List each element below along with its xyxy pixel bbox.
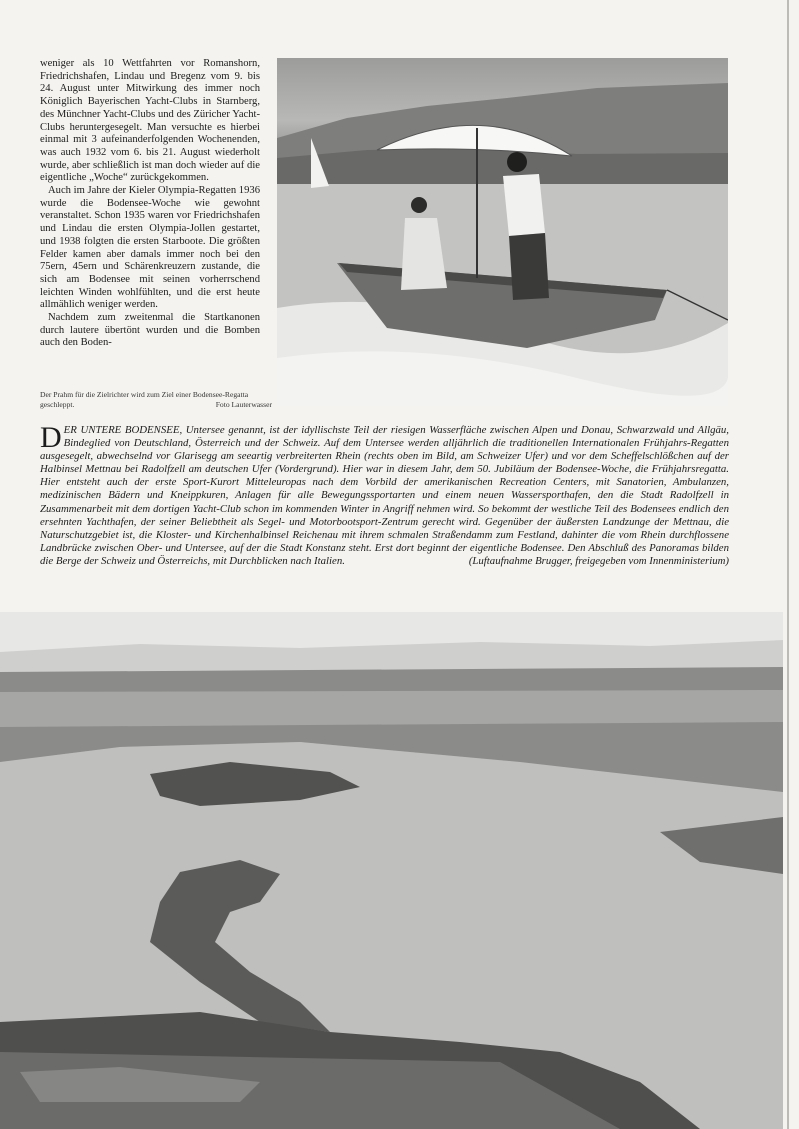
article-column <box>40 58 260 388</box>
aerial-lake-photo <box>0 612 783 1129</box>
article-paragraph: weniger als 10 Wettfahrten vor Romanshorn, Friedrichshafen, Lindau und Bregenz vom 9. bis 24. August unter Mitwirkung des immer noch Königlich Bayerischen Yacht-Clubs in Starnberg, des Münchner Yacht-Clubs und des Züricher Yacht-Clubs heruntergesegelt. Man versuchte es hierbei einmal mit 3 aufeinanderfolgenden Wochenenden, was auch 1932 vom 6. bis 21. August wiederholt wurde, aber schließlich ist man doch wieder auf die eigentliche „Woche“ zurückgekommen. <box>40 58 260 184</box>
page-edge <box>787 0 789 1129</box>
caption-body: Untersee genannt, ist der idyllischste Teil der riesigen Wasserfläche zwischen Alpen und Donau, Schwarzwald und Allgäu, Bindeglied von Deutschland, Österreich und der Schweiz. Auf dem Untersee werden alljährlich die traditionellen Internationalen Frühjahrs-Regatten ausgesegelt, abwechselnd vor Glarisegg am seeartig verbreiterten Rhein (rechts oben im Bild, am Schweizer Ufer) und vor dem Scheffelschlößchen auf der Halbinsel Mettnau bei Radolfzell am deutschen Ufer (Vordergrund). Hier war in diesem Jahr, dem 50. Jubiläum der Bodensee-Woche, die Frühjahrsregatta. Hier entsteht auch der erste Sport-Kurort Mitteleuropas nach dem Vorbild der amerikanischen Recreation Centers, mit Sanatorien, Ambulanzen, medizinischen Bädern und Kneippkuren, Anlagen für alle Bewegungssportarten und einem neuen Wassersporthafen, den die Stadt Radolfzell in Zusammenarbeit mit dem dortigen Yacht-Club schon im kommenden Winter in Angriff nehmen wird. So bekommt der westliche Teil des Bodensees endlich den ersehnten Yachthafen, der seiner Beliebtheit als Segel- und Motorbootsport-Zentrum gerecht wird. Gegenüber der äußersten Landzunge der Mettnau, die Naturschutzgebiet ist, die Kloster- und Kirchenhalbinsel Reichenau mit ihrem schmalen Straßendamm zum Festland, dahinter die vom Rhein durchflossene Landbrücke zwischen Ober- und Untersee, auf der die Stadt Konstanz steht. Erst dort beginnt der eigentliche Bodensee. Den Abschluß des Panoramas bilden die Berge der Schweiz und Österreichs, mit Durchblicken nach Italien. <box>40 424 729 567</box>
aerial-credit: (Luftaufnahme Brugger, freigegeben vom Innenministerium) <box>468 554 729 567</box>
regatta-boat-photo <box>277 58 728 406</box>
drop-cap: D <box>40 421 62 454</box>
aerial-caption <box>40 421 729 568</box>
caption-lead: ER UNTERE BODENSEE, <box>63 424 183 436</box>
aerial-lake-illustration <box>0 612 783 1129</box>
photo-caption <box>40 390 272 409</box>
photo-caption-text: Der Prahm für die Zielrichter wird zum Ziel einer Bodensee-Regatta geschleppt. <box>40 390 249 409</box>
article-paragraph: Auch im Jahre der Kieler Olympia-Regatten 1936 wurde die Bodensee-Woche wie gewohnt veranstaltet. Schon 1935 waren vor Friedrichshafen und Lindau die ersten Olympia-Jollen gestartet, und 1938 folgten die ersten Starboote. Die größten Felder kamen aber damals immer noch bei den 75ern, 45ern und Schärenkreuzern zustande, die sich am Bodensee mit seinen vorherrschend leichten Winden wohlfühlten, und die erst heute allmählich weniger werden. <box>40 185 260 311</box>
regatta-boat-illustration <box>277 58 728 406</box>
photo-credit: Foto Lauterwasser <box>215 399 272 409</box>
article-paragraph: Nachdem zum zweitenmal die Startkanonen durch lautere übertönt wurden und die Bomben auch den Boden- <box>40 312 260 349</box>
